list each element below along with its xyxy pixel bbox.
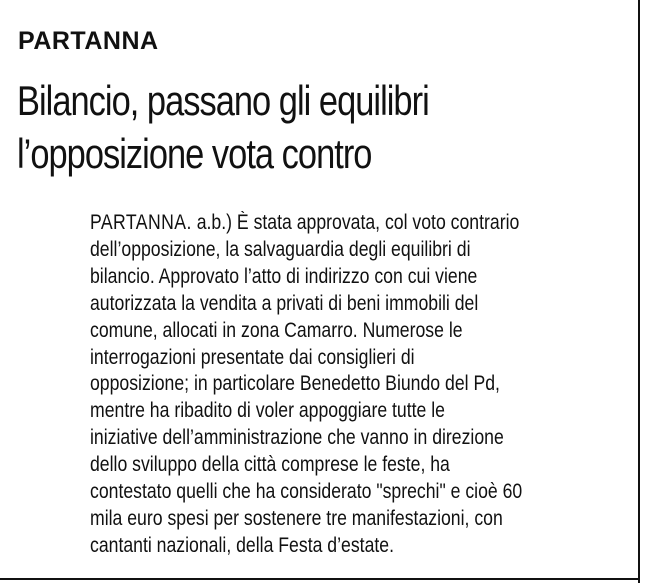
body-line-9: iniziative dell’amministrazione che vanno in direzione bbox=[90, 426, 504, 450]
body-line-10: dello sviluppo della città comprese le feste, ha bbox=[90, 453, 450, 477]
body-line-11: contestato quelli che ha considerato "sprechi" e cioè 60 bbox=[90, 480, 523, 504]
body-line-7: opposizione; in particolare Benedetto Biundo del Pd, bbox=[90, 372, 500, 396]
headline-line-1: Bilancio, passano gli equilibri bbox=[17, 77, 429, 124]
body-line-2: dell’opposizione, la salvaguardia degli equilibri di bbox=[90, 237, 471, 261]
body-line-1-text: a.b.) È stata approvata, col voto contrario bbox=[191, 211, 520, 234]
bottom-border-rule bbox=[0, 578, 640, 580]
headline bbox=[17, 74, 509, 180]
body-line-4: autorizzata la vendita a privati di beni immobili del bbox=[90, 291, 479, 315]
body-line-12: mila euro spesi per sostenere tre manifestazioni, con bbox=[90, 506, 503, 530]
body-line-1 bbox=[90, 210, 560, 237]
body-line-13: cantanti nazionali, della Festa d’estate. bbox=[90, 533, 395, 557]
article-body bbox=[90, 210, 560, 560]
headline-line-2: l’opposizione vota contro bbox=[17, 130, 372, 177]
section-kicker: PARTANNA bbox=[18, 27, 159, 55]
dateline: PARTANNA. bbox=[90, 211, 192, 234]
body-line-8: mentre ha ribadito di voler appoggiare tutte le bbox=[90, 399, 445, 423]
right-border-rule bbox=[638, 0, 640, 583]
body-line-6: interrogazioni presentate dai consiglieri di bbox=[90, 345, 415, 369]
body-line-3: bilancio. Approvato l’atto di indirizzo con cui viene bbox=[90, 264, 478, 288]
body-line-5: comune, allocati in zona Camarro. Numerose le bbox=[90, 318, 463, 342]
